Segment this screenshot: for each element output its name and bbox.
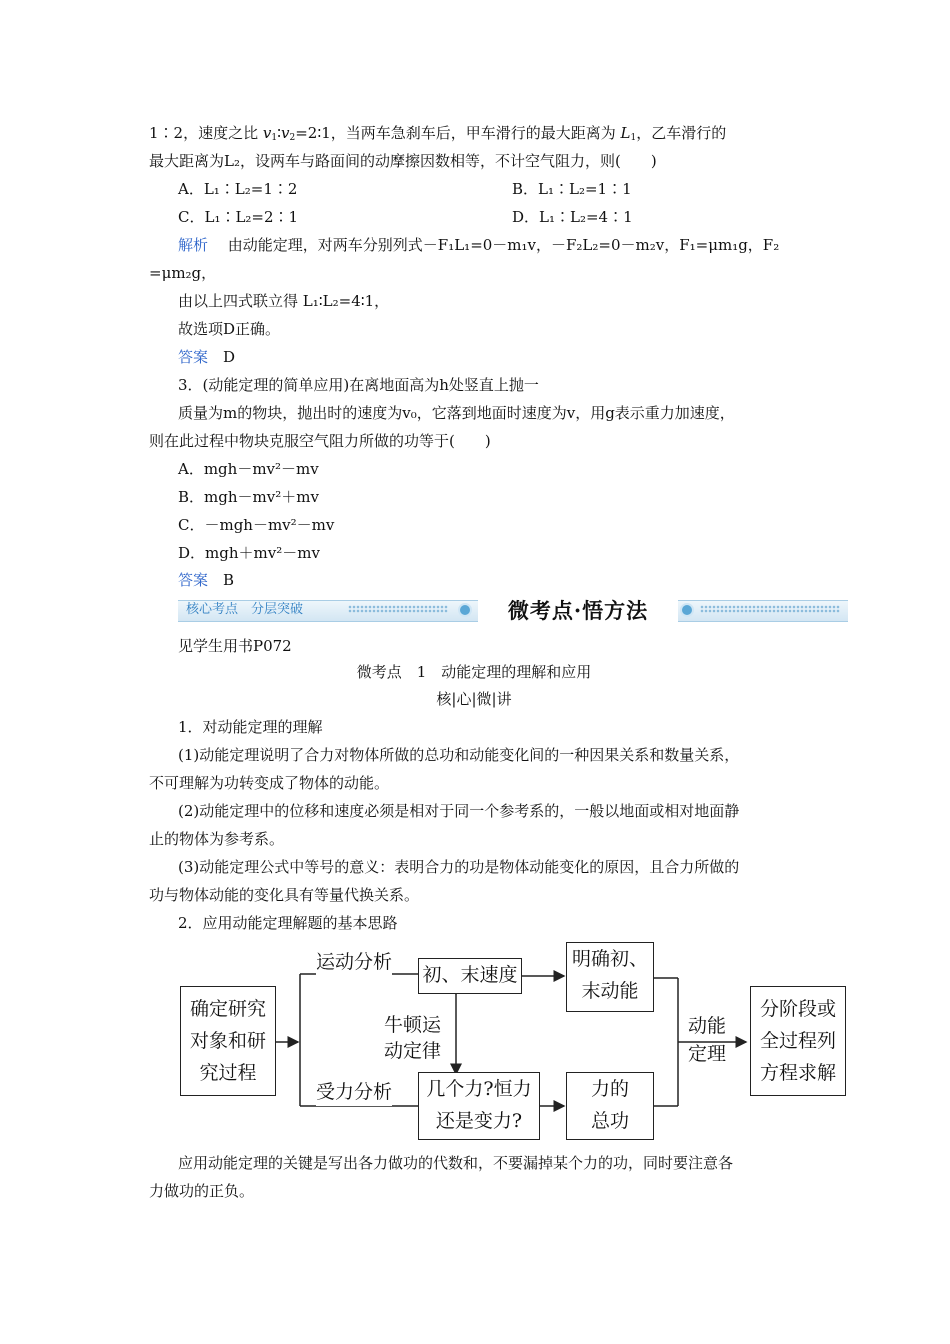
q3-option-b: B．mgh－mv²＋mv — [178, 488, 319, 506]
q2-answer: 答案 D — [178, 348, 236, 366]
label-force-analysis: 受力分析 — [316, 1078, 392, 1106]
box-determine-object: 确定研究 对象和研 究过程 — [180, 986, 276, 1096]
label-newton-laws: 牛顿运 动定律 — [384, 1014, 442, 1062]
point2-title: 2．应用动能定理解题的基本思路 — [178, 914, 398, 932]
banner-dots-left — [348, 605, 448, 613]
student-book-ref: 见学生用书P072 — [178, 637, 292, 655]
point1a-line2: 不可理解为功转变成了物体的动能。 — [149, 774, 390, 792]
q2-analysis-line4: 故选项D正确。 — [178, 320, 281, 338]
q2-option-b: B．L₁∶L₂=1∶1 — [512, 180, 632, 198]
q2-analysis-line1: 解析 由动能定理，对两车分别列式－F₁L₁=0－m₁v，－F₂L₂=0－m₂v，F₁=μm₁g，F₂ — [178, 236, 780, 254]
q2-option-c: C．L₁∶L₂=2∶1 — [178, 208, 299, 226]
q2-option-d: D．L₁∶L₂=4∶1 — [512, 208, 633, 226]
box-solve-equations: 分阶段或 全过程列 方程求解 — [750, 986, 846, 1096]
box-forces-type: 几个力?恒力 还是变力? — [418, 1072, 540, 1140]
q3-line3: 则在此过程中物块克服空气阻力所做的功等于( ) — [149, 432, 491, 450]
answer-label: 答案 — [178, 571, 209, 589]
point1c-line1: (3)动能定理公式中等号的意义：表明合力的功是物体动能变化的原因，且合力所做的 — [178, 858, 740, 876]
q3-line2: 质量为m的物块，抛出时的速度为v₀，它落到地面时速度为v，用g表示重力加速度， — [178, 404, 735, 422]
box-total-work: 力的 总功 — [566, 1072, 654, 1140]
closing-line1: 应用动能定理的关键是写出各力做功的代数和，不要漏掉某个力的功，同时要注意各 — [178, 1154, 734, 1172]
flowchart — [178, 938, 848, 1144]
banner-circle-left-icon — [458, 603, 472, 617]
q3-line1: 3．(动能定理的简单应用)在离地面高为h处竖直上抛一 — [178, 376, 539, 394]
answer-label: 答案 — [178, 348, 209, 366]
banner-title: 微考点·悟方法 — [478, 596, 678, 626]
closing-line2: 力做功的正负。 — [149, 1182, 255, 1200]
point1b-line1: (2)动能定理中的位移和速度必须是相对于同一个参考系的，一般以地面或相对地面静 — [178, 802, 740, 820]
q2-analysis-line2: =μm₂g， — [149, 264, 217, 282]
point1a-line1: (1)动能定理说明了合力对物体所做的总功和动能变化间的一种因果关系和数量关系， — [178, 746, 740, 764]
q2-option-a: A．L₁∶L₂=1∶2 — [178, 180, 298, 198]
point1c-line2: 功与物体动能的变化具有等量代换关系。 — [149, 886, 420, 904]
point1b-line2: 止的物体为参考系。 — [149, 830, 285, 848]
box-initial-final-velocity: 初、末速度 — [418, 958, 522, 994]
q2-analysis-line3: 由以上四式联立得 L₁∶L₂=4∶1， — [178, 292, 390, 310]
banner-circle-right-icon — [680, 603, 694, 617]
banner-dots-right — [700, 605, 840, 613]
section-banner — [178, 596, 848, 630]
section-heading: 微考点 1 动能定理的理解和应用 — [356, 663, 592, 681]
banner-left-text: 核心考点 分层突破 — [186, 602, 304, 617]
q2-line2: 最大距离为L₂，设两车与路面间的动摩擦因数相等，不计空气阻力，则( ) — [149, 152, 657, 170]
point1-title: 1．对动能定理的理解 — [178, 718, 323, 736]
q3-option-a: A．mgh－mv²－mv — [178, 460, 319, 478]
section-subheading: 核|心|微|讲 — [436, 690, 512, 708]
box-kinetic-energy: 明确初、 末动能 — [566, 942, 654, 1012]
label-kinetic-energy-theorem: 动能 定理 — [688, 1015, 727, 1065]
analysis-label: 解析 — [178, 236, 209, 254]
q3-option-c: C．－mgh－mv²－mv — [178, 516, 335, 534]
q2-line1: 1∶2，速度之比 $v_1∶v_2=2∶1$，当两车急刹车后，甲车滑行的最大距离为 $L_1$，乙车滑行的 — [149, 124, 727, 143]
q3-option-d: D．mgh＋mv²－mv — [178, 544, 320, 562]
label-motion-analysis: 运动分析 — [316, 948, 392, 976]
q3-answer: 答案 B — [178, 571, 235, 589]
